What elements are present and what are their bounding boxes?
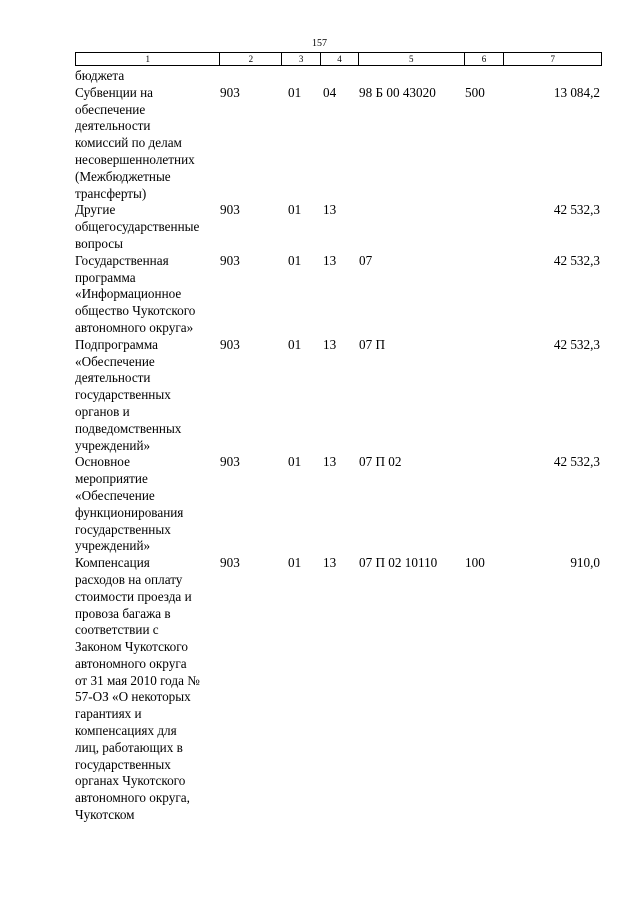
table-row — [75, 253, 602, 337]
expense-name-line: гарантиях и — [75, 706, 142, 722]
expense-type-code: 500 — [465, 84, 485, 100]
amount: 42 532,3 — [553, 336, 600, 352]
expense-type-code — [465, 253, 505, 337]
table-header — [75, 52, 602, 66]
expense-name-line: Подпрограмма — [75, 336, 159, 352]
expense-name — [75, 253, 220, 337]
ministry-code: 903 — [220, 252, 240, 268]
expense-name-line: «Информационное — [75, 286, 182, 302]
expense-name — [75, 202, 220, 252]
expense-name-line: бюджета — [75, 68, 125, 83]
subsection-code: 13 — [323, 202, 337, 218]
expense-name-line: несовершеннолетних — [75, 151, 195, 167]
subsection-code: 04 — [323, 84, 337, 100]
expense-type-code — [465, 337, 505, 455]
expense-name-line: мероприятие — [75, 471, 148, 487]
expense-name-line: от 31 мая 2010 года № — [75, 672, 200, 688]
expense-name-line: компенсациях для — [75, 723, 177, 739]
header-col-4: 4 — [321, 53, 359, 65]
target-article-code: 07 П 02 10110 — [359, 555, 438, 571]
amount — [505, 68, 602, 85]
section-code — [282, 68, 321, 85]
ministry-code: 903 — [220, 84, 240, 100]
expense-name-line: органах Чукотского — [75, 773, 186, 789]
expense-name-line: комиссий по делам — [75, 135, 182, 151]
expense-name-line: 57-ОЗ «О некоторых — [75, 689, 191, 705]
amount: 42 532,3 — [553, 252, 600, 268]
expense-type-code — [465, 202, 505, 252]
expense-name-line: деятельности — [75, 118, 151, 134]
amount: 42 532,3 — [553, 202, 600, 218]
header-col-2: 2 — [220, 53, 282, 65]
expense-name — [75, 337, 220, 455]
table-row — [75, 202, 602, 252]
amount: 42 532,3 — [553, 454, 600, 470]
expense-name-line: общество Чукотского — [75, 303, 196, 319]
expense-type-code — [465, 454, 505, 555]
amount: 13 084,2 — [553, 84, 600, 100]
expense-name-line: программа — [75, 269, 136, 285]
subsection-code: 13 — [323, 555, 337, 571]
expense-name-line: лиц, работающих в — [75, 739, 183, 755]
header-col-7: 7 — [550, 54, 555, 64]
expense-name-line: подведомственных — [75, 420, 182, 436]
table-row — [75, 85, 602, 203]
header-col-1: 1 — [76, 53, 220, 65]
ministry-code: 903 — [220, 454, 240, 470]
expense-name-line: государственных — [75, 756, 171, 772]
expense-name-line: расходов на оплату — [75, 571, 183, 587]
expense-type-code — [465, 68, 505, 85]
expense-name-line: государственных — [75, 387, 171, 403]
expense-name-line: вопросы — [75, 235, 124, 251]
subsection-code: 13 — [323, 454, 337, 470]
section-code: 01 — [288, 84, 302, 100]
expense-name-line: функционирования — [75, 504, 184, 520]
header-col-5: 5 — [359, 53, 465, 65]
expense-name-line: учреждений» — [75, 437, 151, 453]
table-row — [75, 454, 602, 555]
expense-name-line: трансферты) — [75, 185, 147, 201]
expense-name-line: обеспечение — [75, 101, 146, 117]
expense-name-line: государственных — [75, 521, 171, 537]
expense-name — [75, 555, 220, 824]
expense-name-line: деятельности — [75, 370, 151, 386]
expense-name-line: Компенсация — [75, 555, 150, 571]
target-article-code: 07 П 02 — [359, 454, 402, 470]
section-code: 01 — [288, 202, 302, 218]
table-row — [75, 555, 602, 824]
target-article-code — [359, 202, 465, 252]
expense-type-code: 100 — [465, 555, 485, 571]
expense-name-line: (Межбюджетные — [75, 168, 171, 184]
table-row — [75, 68, 602, 85]
expense-name-line: Государственная — [75, 252, 169, 268]
section-code: 01 — [288, 252, 302, 268]
amount: 910,0 — [570, 555, 600, 571]
expense-name-line: автономного округа, — [75, 790, 190, 806]
ministry-code — [220, 68, 282, 85]
expense-name-line: автономного округа» — [75, 319, 194, 335]
expense-name-line: Субвенции на — [75, 84, 154, 100]
header-col-3: 3 — [282, 53, 321, 65]
expense-name-line: провоза багажа в — [75, 605, 171, 621]
expense-name-line: учреждений» — [75, 538, 151, 554]
expense-name — [75, 68, 220, 85]
header-col-6: 6 — [465, 53, 505, 65]
expense-name-line: общегосударственные — [75, 219, 200, 235]
target-article-code: 07 П — [359, 336, 386, 352]
expense-name-line: соответствии с — [75, 622, 159, 638]
expense-name — [75, 85, 220, 203]
expense-name-line: Другие — [75, 202, 116, 218]
expense-name-line: Законом Чукотского — [75, 639, 188, 655]
expense-name-line: органов и — [75, 403, 130, 419]
table-row — [75, 337, 602, 455]
expense-name-line: «Обеспечение — [75, 353, 155, 369]
target-article-code — [359, 68, 465, 85]
target-article-code: 07 — [359, 252, 373, 268]
expense-name — [75, 454, 220, 555]
subsection-code: 13 — [323, 252, 337, 268]
ministry-code: 903 — [220, 202, 240, 218]
expense-name-line: Основное — [75, 454, 130, 470]
subsection-code: 13 — [323, 336, 337, 352]
subsection-code — [321, 68, 359, 85]
section-code: 01 — [288, 454, 302, 470]
ministry-code: 903 — [220, 555, 240, 571]
ministry-code: 903 — [220, 336, 240, 352]
section-code: 01 — [288, 555, 302, 571]
expense-name-line: «Обеспечение — [75, 487, 155, 503]
page-number: 157 — [312, 38, 327, 49]
section-code: 01 — [288, 336, 302, 352]
expense-name-line: Чукотском — [75, 807, 135, 823]
table-body — [75, 68, 602, 824]
expense-name-line: стоимости проезда и — [75, 588, 192, 604]
target-article-code: 98 Б 00 43020 — [359, 84, 436, 100]
expense-name-line: автономного округа — [75, 655, 187, 671]
